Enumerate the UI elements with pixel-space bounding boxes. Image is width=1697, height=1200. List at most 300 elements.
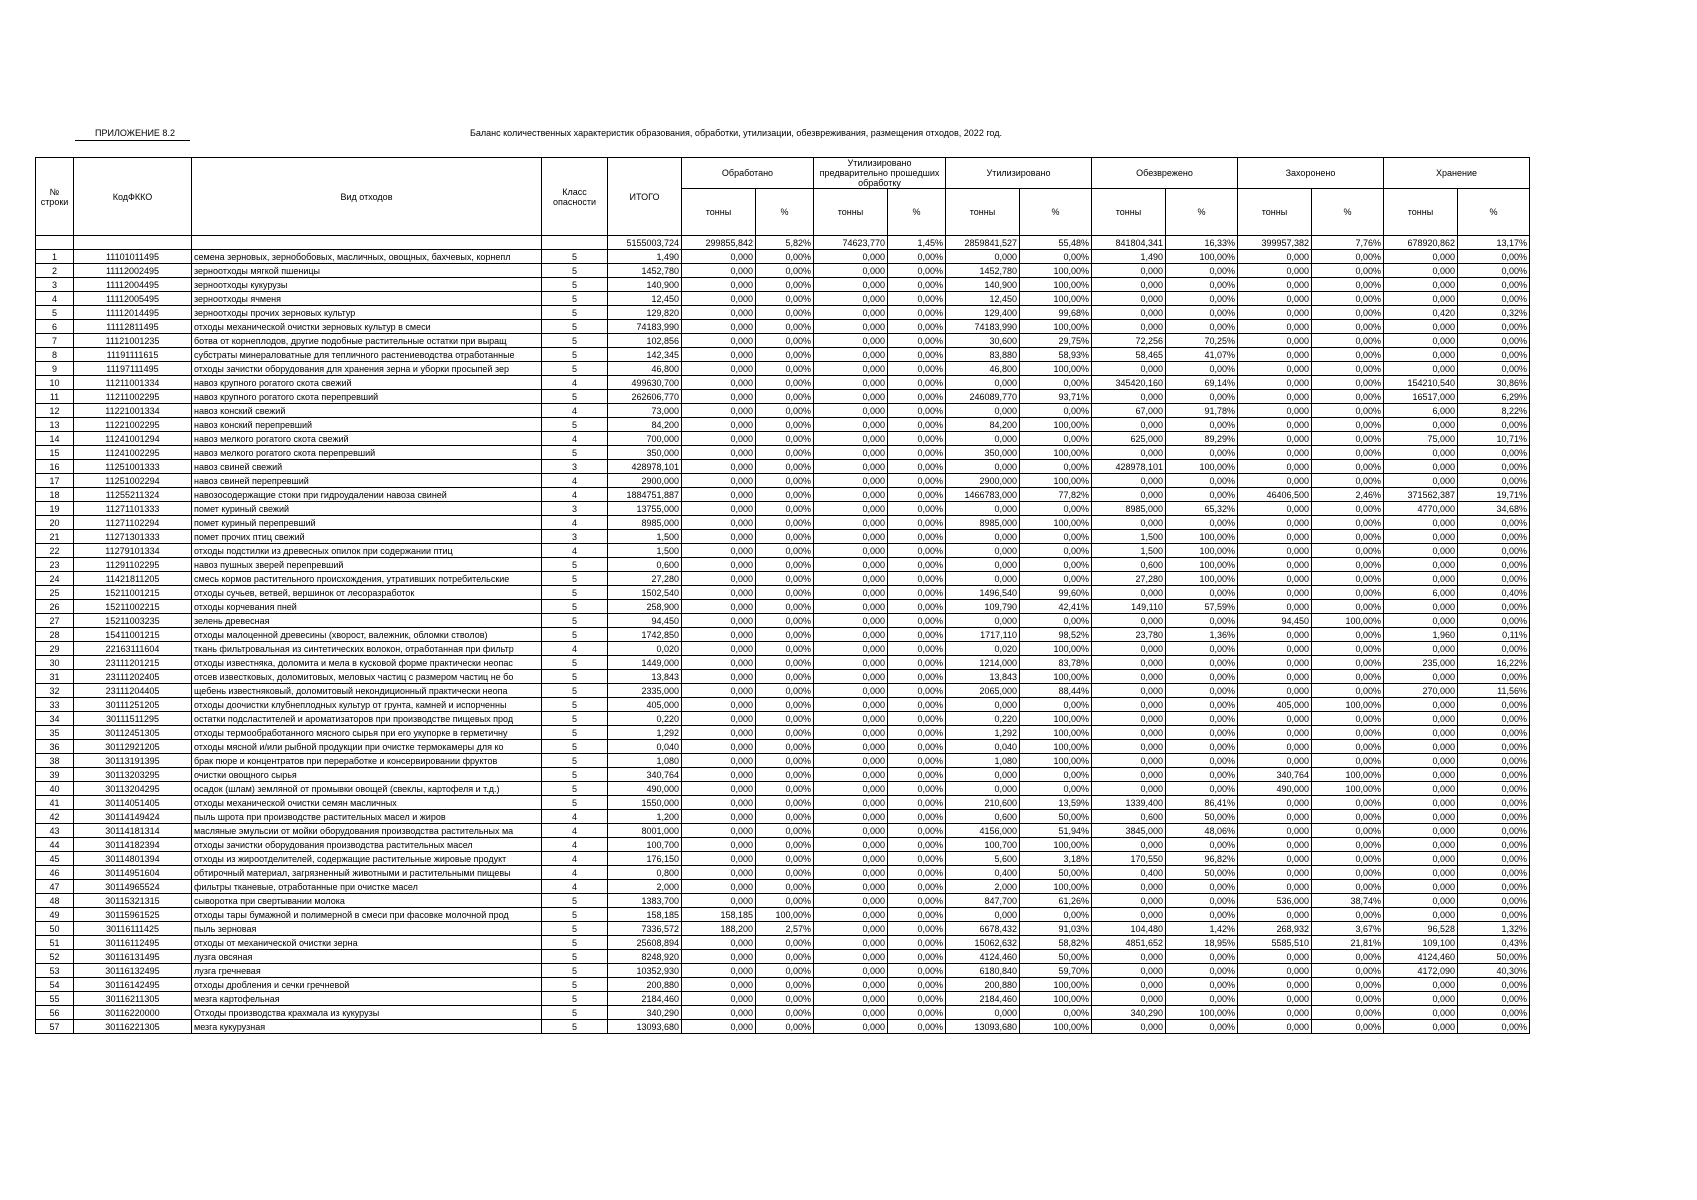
balance-table — [35, 157, 1530, 1034]
total-tons: 13755,000 — [608, 502, 682, 516]
buried-tons: 0,000 — [1238, 600, 1312, 614]
storage-pct: 0,00% — [1458, 908, 1530, 922]
buried-pct: 0,00% — [1312, 292, 1384, 306]
buried-tons: 0,000 — [1238, 460, 1312, 474]
storage-tons: 0,000 — [1384, 264, 1458, 278]
neutralized-pct: 1,36% — [1166, 628, 1238, 642]
processed-pct: 0,00% — [756, 600, 814, 614]
pre-processed-pct: 0,00% — [888, 1006, 946, 1020]
waste-kind: ткань фильтровальная из синтетических волокон, отработанная при фильтр — [192, 642, 542, 656]
processed-pct: 0,00% — [756, 670, 814, 684]
utilized-tons: 0,000 — [946, 530, 1020, 544]
row-number: 56 — [36, 1006, 74, 1020]
buried-pct: 0,00% — [1312, 866, 1384, 880]
neutralized-tons: 1,500 — [1092, 530, 1166, 544]
waste-kind: обтирочный материал, загрязненный животными и растительными пищевы — [192, 866, 542, 880]
row-number: 22 — [36, 544, 74, 558]
row-number: 31 — [36, 670, 74, 684]
utilized-tons: 1466783,000 — [946, 488, 1020, 502]
pre-processed-pct: 0,00% — [888, 656, 946, 670]
buried-tons: 0,000 — [1238, 964, 1312, 978]
fkko-code: 11211002295 — [74, 390, 192, 404]
buried-tons: 0,000 — [1238, 726, 1312, 740]
buried-pct: 0,00% — [1312, 978, 1384, 992]
neutralized-pct: 0,00% — [1166, 838, 1238, 852]
processed-pct: 0,00% — [756, 348, 814, 362]
utilized-tons: 13093,680 — [946, 1020, 1020, 1034]
buried-pct: 0,00% — [1312, 250, 1384, 264]
processed-tons: 0,000 — [682, 404, 756, 418]
fkko-code: 30114951604 — [74, 866, 192, 880]
processed-tons: 0,000 — [682, 600, 756, 614]
fkko-code: 11271101333 — [74, 502, 192, 516]
utilized-pct: 29,75% — [1020, 334, 1092, 348]
table-row — [36, 572, 1530, 586]
pre-processed-tons: 0,000 — [814, 250, 888, 264]
storage-tons: 0,000 — [1384, 544, 1458, 558]
neutralized-pct: 89,29% — [1166, 432, 1238, 446]
processed-tons: 0,000 — [682, 516, 756, 530]
col-processed-header: Обработано — [682, 158, 814, 189]
fkko-code: 30116211305 — [74, 992, 192, 1006]
processed-tons: 0,000 — [682, 334, 756, 348]
neutralized-pct: 50,00% — [1166, 810, 1238, 824]
table-row — [36, 824, 1530, 838]
waste-kind: масляные эмульсии от мойки оборудования производства растительных ма — [192, 824, 542, 838]
row-number: 20 — [36, 516, 74, 530]
neutralized-tons: 0,000 — [1092, 586, 1166, 600]
fkko-code: 23111202405 — [74, 670, 192, 684]
hazard-class: 5 — [542, 320, 608, 334]
buried-tons: 0,000 — [1238, 628, 1312, 642]
pre-processed-tons: 0,000 — [814, 964, 888, 978]
buried-pct: 100,00% — [1312, 614, 1384, 628]
hazard-class: 5 — [542, 572, 608, 586]
fkko-code: 30116112495 — [74, 936, 192, 950]
col-class-header: Класс опасности — [542, 158, 608, 236]
hazard-class: 5 — [542, 656, 608, 670]
waste-kind: отходы дробления и сечки гречневой — [192, 978, 542, 992]
pre-processed-tons: 0,000 — [814, 558, 888, 572]
neutralized-pct: 0,00% — [1166, 362, 1238, 376]
processed-tons: 0,000 — [682, 502, 756, 516]
neutralized-tons: 0,000 — [1092, 880, 1166, 894]
pre-processed-tons: 0,000 — [814, 432, 888, 446]
buried-pct: 2,46% — [1312, 488, 1384, 502]
pre-processed-pct: 0,00% — [888, 740, 946, 754]
processed-pct: 0,00% — [756, 740, 814, 754]
storage-pct: 0,00% — [1458, 852, 1530, 866]
waste-kind: смесь кормов растительного происхождения, утративших потребительские — [192, 572, 542, 586]
hazard-class: 5 — [542, 1006, 608, 1020]
buried-pct: 0,00% — [1312, 754, 1384, 768]
utilized-tons: 129,400 — [946, 306, 1020, 320]
buried-pct: 0,00% — [1312, 796, 1384, 810]
total-tons: 1,500 — [608, 530, 682, 544]
utilized-tons: 2184,460 — [946, 992, 1020, 1006]
utilized-pct: 0,00% — [1020, 572, 1092, 586]
pre-processed-pct: 0,00% — [888, 712, 946, 726]
processed-pct: 0,00% — [756, 404, 814, 418]
pre-processed-pct: 0,00% — [888, 768, 946, 782]
pre-processed-tons: 0,000 — [814, 614, 888, 628]
processed-pct: 0,00% — [756, 1006, 814, 1020]
neutralized-pct: 0,00% — [1166, 740, 1238, 754]
neutralized-pct: 0,00% — [1166, 726, 1238, 740]
total-tons: 142,345 — [608, 348, 682, 362]
pre-processed-tons: 0,000 — [814, 936, 888, 950]
neutralized-pct: 0,00% — [1166, 754, 1238, 768]
processed-pct: 0,00% — [756, 460, 814, 474]
pre-processed-pct: 0,00% — [888, 404, 946, 418]
pre-processed-pct: 0,00% — [888, 558, 946, 572]
utilized-pct: 0,00% — [1020, 1006, 1092, 1020]
col-neutralized-header: Обезврежено — [1092, 158, 1238, 189]
storage-tons: 0,000 — [1384, 782, 1458, 796]
pre-processed-tons: 0,000 — [814, 334, 888, 348]
table-row — [36, 950, 1530, 964]
waste-kind: отходы доочистки клубнеплодных культур от грунта, камней и испорченны — [192, 698, 542, 712]
buried-pct: 0,00% — [1312, 558, 1384, 572]
col-storage-header: Хранение — [1384, 158, 1530, 189]
table-row — [36, 628, 1530, 642]
utilized-tons: 0,000 — [946, 698, 1020, 712]
processed-tons: 0,000 — [682, 530, 756, 544]
buried-pct: 0,00% — [1312, 600, 1384, 614]
total-tons: 12,450 — [608, 292, 682, 306]
utilized-pct: 51,94% — [1020, 824, 1092, 838]
processed-tons: 0,000 — [682, 390, 756, 404]
row-number: 49 — [36, 908, 74, 922]
pre-processed-pct: 0,00% — [888, 936, 946, 950]
storage-pct: 0,00% — [1458, 726, 1530, 740]
storage-tons: 0,000 — [1384, 768, 1458, 782]
total-tons: 176,150 — [608, 852, 682, 866]
neutralized-tons: 0,000 — [1092, 964, 1166, 978]
table-row — [36, 698, 1530, 712]
processed-tons: 0,000 — [682, 880, 756, 894]
waste-kind: отходы механической очистки зерновых культур в смеси — [192, 320, 542, 334]
utilized-pct: 100,00% — [1020, 880, 1092, 894]
storage-pct: 8,22% — [1458, 404, 1530, 418]
storage-tons: 270,000 — [1384, 684, 1458, 698]
pre-processed-tons: 0,000 — [814, 670, 888, 684]
total-tons: 84,200 — [608, 418, 682, 432]
row-number: 4 — [36, 292, 74, 306]
hazard-class: 5 — [542, 894, 608, 908]
neutralized-pct: 41,07% — [1166, 348, 1238, 362]
waste-kind: сыворотка при свертывании молока — [192, 894, 542, 908]
processed-tons: 0,000 — [682, 992, 756, 1006]
utilized-tons: 74183,990 — [946, 320, 1020, 334]
processed-pct: 0,00% — [756, 656, 814, 670]
hazard-class: 5 — [542, 964, 608, 978]
total-tons: 73,000 — [608, 404, 682, 418]
row-number: 51 — [36, 936, 74, 950]
buried-tons: 0,000 — [1238, 824, 1312, 838]
buried-pct: 0,00% — [1312, 516, 1384, 530]
total-tons: 27,280 — [608, 572, 682, 586]
total-tons: 8248,920 — [608, 950, 682, 964]
fkko-code: 30114051405 — [74, 796, 192, 810]
buried-tons: 94,450 — [1238, 614, 1312, 628]
buried-tons: 0,000 — [1238, 656, 1312, 670]
buried-pct: 100,00% — [1312, 782, 1384, 796]
total-tons: 13093,680 — [608, 1020, 682, 1034]
fkko-code: 30116221305 — [74, 1020, 192, 1034]
utilized-pct: 100,00% — [1020, 320, 1092, 334]
hazard-class: 5 — [542, 306, 608, 320]
appendix-label: ПРИЛОЖЕНИЕ 8.2 — [95, 128, 175, 138]
neutralized-tons: 1,490 — [1092, 250, 1166, 264]
processed-tons: 158,185 — [682, 908, 756, 922]
hazard-class: 5 — [542, 726, 608, 740]
buried-tons: 46406,500 — [1238, 488, 1312, 502]
pre-processed-tons: 0,000 — [814, 502, 888, 516]
pre-processed-pct: 0,00% — [888, 390, 946, 404]
table-row — [36, 684, 1530, 698]
total-tons: 1,292 — [608, 726, 682, 740]
row-number: 2 — [36, 264, 74, 278]
processed-pct: 0,00% — [756, 782, 814, 796]
neutralized-tons: 0,600 — [1092, 558, 1166, 572]
row-number: 18 — [36, 488, 74, 502]
storage-pct: 0,00% — [1458, 698, 1530, 712]
utilized-tons: 1,080 — [946, 754, 1020, 768]
neutralized-tons: 0,000 — [1092, 418, 1166, 432]
storage-pct: 0,00% — [1458, 782, 1530, 796]
waste-kind: отходы от механической очистки зерна — [192, 936, 542, 950]
table-row — [36, 810, 1530, 824]
processed-pct: 0,00% — [756, 950, 814, 964]
storage-pct: 0,11% — [1458, 628, 1530, 642]
buried-pct: 0,00% — [1312, 992, 1384, 1006]
total-tons: 2900,000 — [608, 474, 682, 488]
neutralized-tons: 0,000 — [1092, 264, 1166, 278]
processed-tons: 0,000 — [682, 320, 756, 334]
row-number: 11 — [36, 390, 74, 404]
pre-processed-tons: 0,000 — [814, 894, 888, 908]
neutralized-tons: 0,000 — [1092, 670, 1166, 684]
hazard-class: 4 — [542, 824, 608, 838]
buried-tons: 268,932 — [1238, 922, 1312, 936]
total-cell: 13,17% — [1458, 236, 1530, 250]
pre-processed-tons: 0,000 — [814, 572, 888, 586]
processed-pct: 100,00% — [756, 908, 814, 922]
total-tons: 13,843 — [608, 670, 682, 684]
hazard-class: 4 — [542, 852, 608, 866]
waste-kind: пыль зерновая — [192, 922, 542, 936]
neutralized-tons: 58,465 — [1092, 348, 1166, 362]
utilized-pct: 42,41% — [1020, 600, 1092, 614]
processed-pct: 0,00% — [756, 572, 814, 586]
buried-tons: 0,000 — [1238, 278, 1312, 292]
neutralized-pct: 0,00% — [1166, 978, 1238, 992]
hazard-class: 5 — [542, 754, 608, 768]
pre-processed-tons: 0,000 — [814, 460, 888, 474]
buried-tons: 0,000 — [1238, 978, 1312, 992]
processed-tons: 0,000 — [682, 474, 756, 488]
table-row — [36, 362, 1530, 376]
buried-tons: 0,000 — [1238, 810, 1312, 824]
waste-kind: зерноотходы мягкой пшеницы — [192, 264, 542, 278]
buried-pct: 0,00% — [1312, 376, 1384, 390]
storage-pct: 0,00% — [1458, 362, 1530, 376]
pre-processed-pct: 0,00% — [888, 516, 946, 530]
pre-processed-pct: 0,00% — [888, 306, 946, 320]
neutralized-pct: 0,00% — [1166, 1020, 1238, 1034]
hazard-class: 4 — [542, 404, 608, 418]
neutralized-tons: 0,000 — [1092, 292, 1166, 306]
row-number: 23 — [36, 558, 74, 572]
fkko-code: 11211001334 — [74, 376, 192, 390]
waste-kind: очистки овощного сырья — [192, 768, 542, 782]
buried-tons: 340,764 — [1238, 768, 1312, 782]
table-row — [36, 348, 1530, 362]
storage-pct: 0,00% — [1458, 810, 1530, 824]
fkko-code: 15211002215 — [74, 600, 192, 614]
processed-tons: 0,000 — [682, 1020, 756, 1034]
pre-processed-pct: 0,00% — [888, 614, 946, 628]
buried-pct: 0,00% — [1312, 684, 1384, 698]
neutralized-pct: 0,00% — [1166, 908, 1238, 922]
total-tons: 140,900 — [608, 278, 682, 292]
total-tons: 7336,572 — [608, 922, 682, 936]
pre-processed-pct: 0,00% — [888, 572, 946, 586]
neutralized-pct: 0,00% — [1166, 418, 1238, 432]
buried-tons: 0,000 — [1238, 516, 1312, 530]
hazard-class: 5 — [542, 250, 608, 264]
pre-processed-tons: 0,000 — [814, 348, 888, 362]
fkko-code: 22163111604 — [74, 642, 192, 656]
pre-processed-tons: 0,000 — [814, 628, 888, 642]
utilized-pct: 99,68% — [1020, 306, 1092, 320]
waste-kind: зерноотходы ячменя — [192, 292, 542, 306]
row-number: 12 — [36, 404, 74, 418]
pre-processed-pct: 0,00% — [888, 782, 946, 796]
fkko-code: 11421811205 — [74, 572, 192, 586]
neutralized-pct: 0,00% — [1166, 264, 1238, 278]
waste-kind: навоз свиней свежий — [192, 460, 542, 474]
pre-processed-tons: 0,000 — [814, 922, 888, 936]
utilized-pct: 58,82% — [1020, 936, 1092, 950]
utilized-tons: 0,400 — [946, 866, 1020, 880]
row-number: 9 — [36, 362, 74, 376]
storage-tons: 0,000 — [1384, 852, 1458, 866]
processed-tons: 0,000 — [682, 964, 756, 978]
storage-tons: 0,000 — [1384, 446, 1458, 460]
pre-processed-pct: 0,00% — [888, 1020, 946, 1034]
neutralized-pct: 1,42% — [1166, 922, 1238, 936]
total-tons: 0,800 — [608, 866, 682, 880]
processed-pct: 0,00% — [756, 964, 814, 978]
total-tons: 1742,850 — [608, 628, 682, 642]
neutralized-pct: 18,95% — [1166, 936, 1238, 950]
hazard-class: 5 — [542, 390, 608, 404]
utilized-tons: 0,000 — [946, 908, 1020, 922]
table-row — [36, 460, 1530, 474]
buried-pct: 0,00% — [1312, 264, 1384, 278]
buried-tons: 0,000 — [1238, 250, 1312, 264]
utilized-pct: 0,00% — [1020, 908, 1092, 922]
buried-tons: 0,000 — [1238, 320, 1312, 334]
storage-pct: 0,00% — [1458, 530, 1530, 544]
utilized-pct: 0,00% — [1020, 544, 1092, 558]
neutralized-tons: 0,000 — [1092, 950, 1166, 964]
utilized-pct: 50,00% — [1020, 810, 1092, 824]
storage-tons: 0,000 — [1384, 250, 1458, 264]
document-title: Баланс количественных характеристик образования, обработки, утилизации, обезвреживания, размещения отходов, 2022 год. — [470, 128, 1002, 138]
neutralized-pct: 100,00% — [1166, 572, 1238, 586]
buried-pct: 0,00% — [1312, 390, 1384, 404]
pre-processed-pct: 0,00% — [888, 348, 946, 362]
utilized-pct: 100,00% — [1020, 712, 1092, 726]
pre-processed-tons: 0,000 — [814, 404, 888, 418]
processed-tons: 188,200 — [682, 922, 756, 936]
pre-processed-tons: 0,000 — [814, 684, 888, 698]
neutralized-tons: 340,290 — [1092, 1006, 1166, 1020]
total-tons: 74183,990 — [608, 320, 682, 334]
neutralized-pct: 70,25% — [1166, 334, 1238, 348]
pre-processed-pct: 0,00% — [888, 460, 946, 474]
waste-kind: щебень известняковый, доломитовый некондиционный практически неопа — [192, 684, 542, 698]
total-tons: 1550,000 — [608, 796, 682, 810]
neutralized-pct: 100,00% — [1166, 544, 1238, 558]
utilized-tons: 6678,432 — [946, 922, 1020, 936]
neutralized-pct: 0,00% — [1166, 446, 1238, 460]
hazard-class: 5 — [542, 740, 608, 754]
waste-kind: отходы тары бумажной и полимерной в смеси при фасовке молочной прод — [192, 908, 542, 922]
pre-processed-tons: 0,000 — [814, 516, 888, 530]
buried-pct: 0,00% — [1312, 810, 1384, 824]
pre-processed-pct: 0,00% — [888, 544, 946, 558]
hazard-class: 5 — [542, 908, 608, 922]
buried-pct: 0,00% — [1312, 964, 1384, 978]
buried-tons: 0,000 — [1238, 362, 1312, 376]
storage-tons: 0,000 — [1384, 908, 1458, 922]
buried-pct: 0,00% — [1312, 474, 1384, 488]
processed-tons: 0,000 — [682, 670, 756, 684]
buried-tons: 0,000 — [1238, 586, 1312, 600]
neutralized-tons: 0,000 — [1092, 516, 1166, 530]
row-number: 36 — [36, 740, 74, 754]
hazard-class: 5 — [542, 1020, 608, 1034]
utilized-pct: 0,00% — [1020, 502, 1092, 516]
buried-tons: 0,000 — [1238, 684, 1312, 698]
table-row — [36, 740, 1530, 754]
buried-tons: 0,000 — [1238, 992, 1312, 1006]
table-row — [36, 264, 1530, 278]
neutralized-tons: 0,000 — [1092, 306, 1166, 320]
processed-pct: 0,00% — [756, 362, 814, 376]
fkko-code: 30116131495 — [74, 950, 192, 964]
row-number: 3 — [36, 278, 74, 292]
utilized-pct: 0,00% — [1020, 250, 1092, 264]
neutralized-tons: 428978,101 — [1092, 460, 1166, 474]
neutralized-tons: 0,000 — [1092, 698, 1166, 712]
total-cell: 55,48% — [1020, 236, 1092, 250]
fkko-code: 30111251205 — [74, 698, 192, 712]
storage-pct: 0,00% — [1458, 334, 1530, 348]
fkko-code: 11251001333 — [74, 460, 192, 474]
table-row — [36, 600, 1530, 614]
sub-header-pct: % — [1312, 189, 1384, 236]
pre-processed-pct: 0,00% — [888, 586, 946, 600]
table-row — [36, 852, 1530, 866]
total-tons: 1502,540 — [608, 586, 682, 600]
fkko-code: 11191111615 — [74, 348, 192, 362]
total-tons: 129,820 — [608, 306, 682, 320]
